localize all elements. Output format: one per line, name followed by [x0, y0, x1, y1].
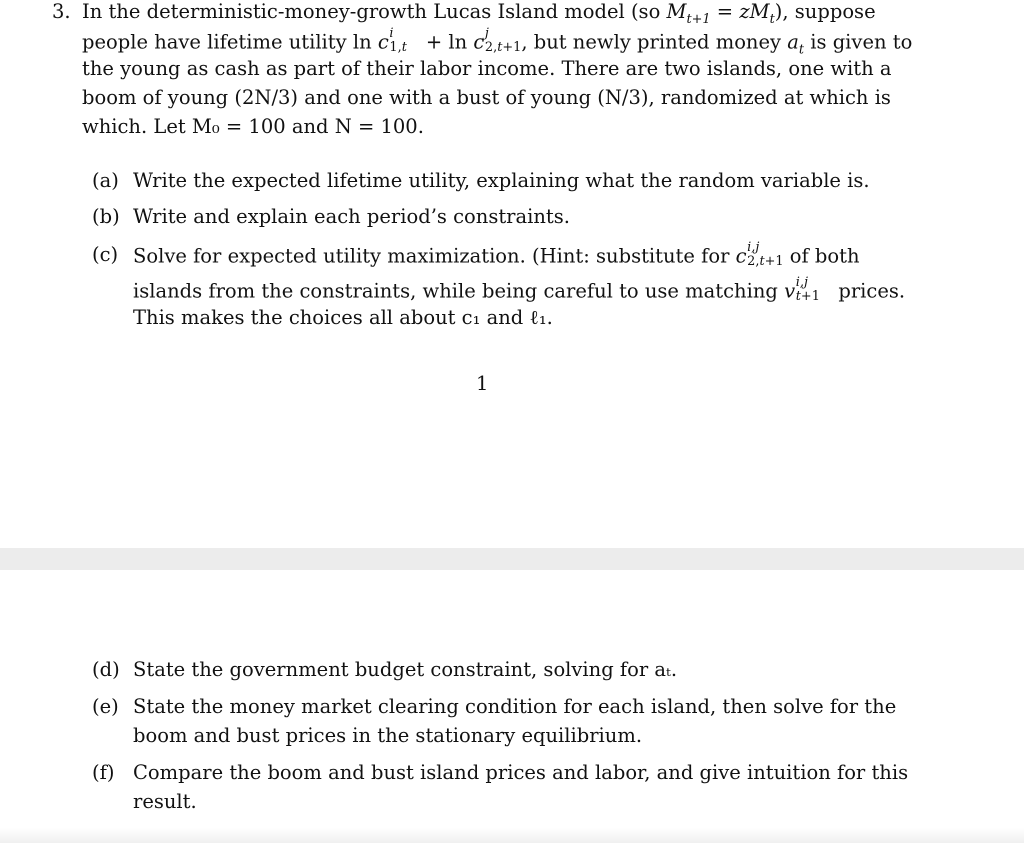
part-c-line-2: islands from the constraints, while being careful to use matching v i,j t+1 prices. — [133, 274, 906, 305]
part-a-label: (a) — [92, 169, 119, 192]
part-b-label: (b) — [92, 205, 120, 228]
part-d-label: (d) — [92, 658, 120, 681]
problem-line-3: the young as cash as part of their labor income. There are two islands, one with a — [82, 57, 892, 80]
problem-line-5: which. Let M₀ = 100 and N = 100. — [82, 115, 424, 138]
part-d-text: State the government budget constraint, solving for aₜ. — [133, 658, 678, 681]
part-f-line-1: Compare the boom and bust island prices and labor, and give intuition for this — [133, 761, 909, 784]
problem-line-1: In the deterministic-money-growth Lucas Island model (so $M_{t+1} = zM_t$), suppose — [82, 0, 876, 27]
problem-line-2: people have lifetime utility ln c i 1,t + ln c j 2,t+1 , but newly printed money $a_t$ is given to — [82, 25, 913, 58]
part-e-label: (e) — [92, 695, 119, 718]
problem-number: 3. — [52, 0, 71, 23]
part-c-line-3: This makes the choices all about c₁ and ℓ₁. — [133, 306, 553, 329]
part-f-label: (f) — [92, 761, 115, 784]
part-e-line-1: State the money market clearing condition for each island, then solve for the — [133, 695, 897, 718]
part-b-text: Write and explain each period’s constraints. — [133, 205, 570, 228]
part-e-line-2: boom and bust prices in the stationary equilibrium. — [133, 724, 643, 747]
part-c-label: (c) — [92, 243, 119, 266]
page-2 — [0, 570, 1024, 843]
bottom-shadow — [0, 828, 1024, 843]
part-c-line-1: Solve for expected utility maximization. (Hint: substitute for c i,j 2,t+1 of both — [133, 239, 860, 270]
part-a-text: Write the expected lifetime utility, explaining what the random variable is. — [133, 169, 870, 192]
page-separator — [0, 548, 1024, 570]
part-f-line-2: result. — [133, 790, 197, 813]
problem-line-4: boom of young (2N/3) and one with a bust of young (N/3), randomized at which is — [82, 86, 891, 109]
page-number: 1 — [476, 372, 489, 395]
